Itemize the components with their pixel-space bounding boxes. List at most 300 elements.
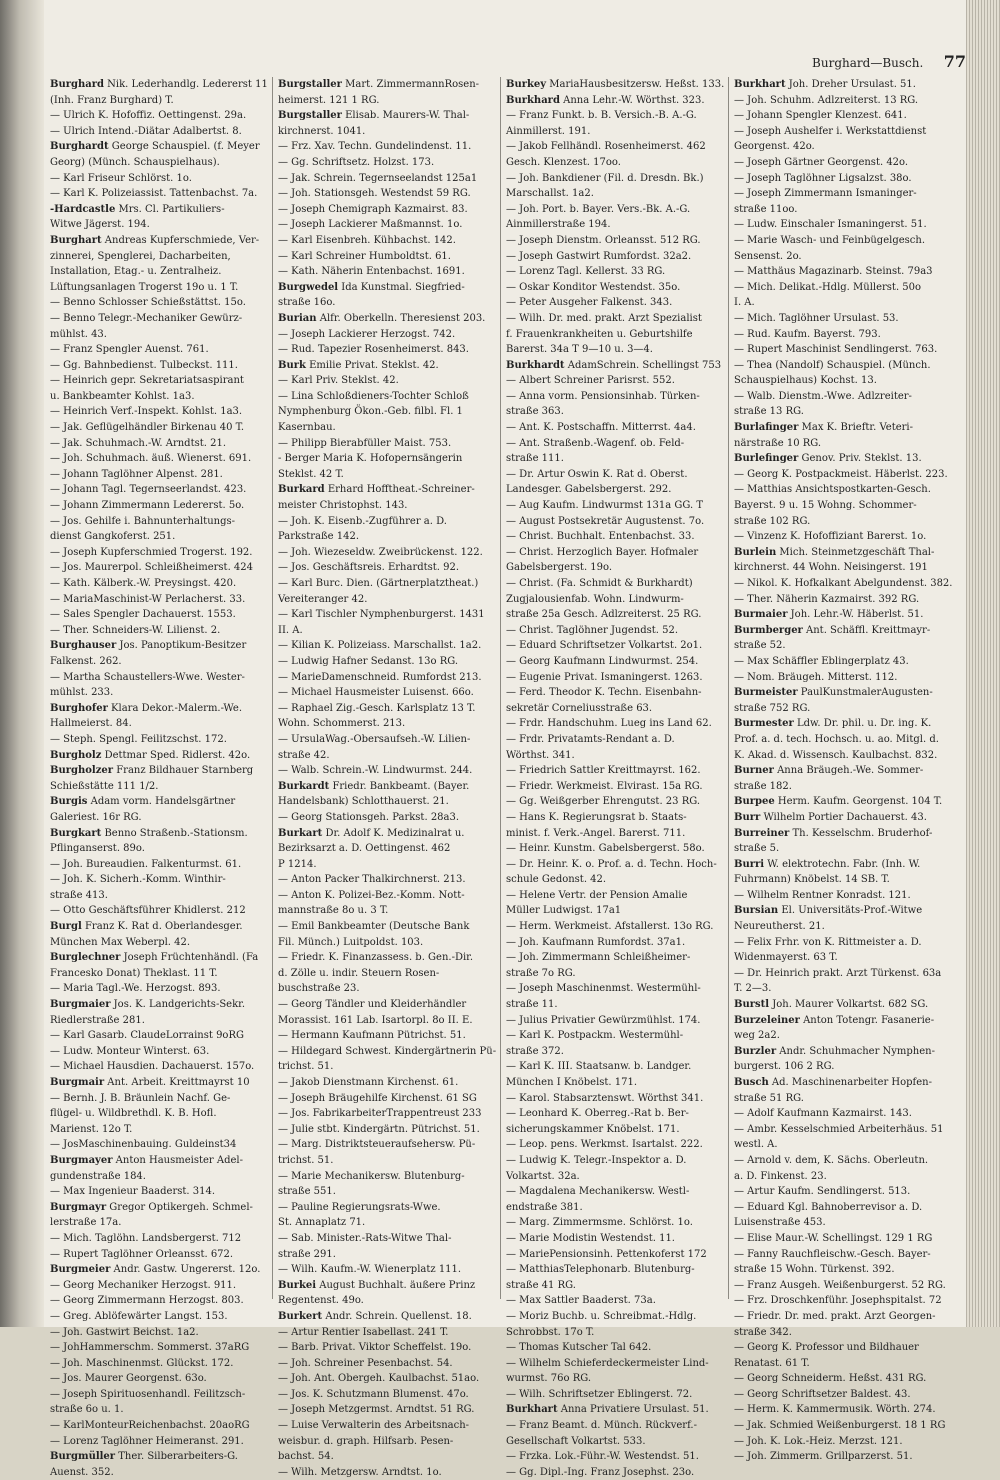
entry-text: — Joh. K. Sicherh.-Komm. Winthir- <box>50 874 226 886</box>
surname-heading: Burreiner <box>734 827 790 839</box>
directory-line <box>50 1387 268 1403</box>
directory-line <box>50 249 268 265</box>
directory-line <box>50 732 268 748</box>
entry-text: Vereiteranger 42. <box>278 593 368 605</box>
directory-line <box>734 77 952 93</box>
entry-text: — Rud. Kaufm. Bayerst. 793. <box>734 328 881 340</box>
entry-text: — Gg. Weißgerber Ehrengutst. 23 RG. <box>506 796 701 808</box>
directory-line <box>734 498 952 514</box>
directory-line <box>278 1200 496 1216</box>
entry-text: Andr. Schuhmacher Nymphen- <box>776 1045 935 1057</box>
header-name-range: Burghard—Busch. <box>812 56 924 70</box>
entry-text: — Joh. Gastwirt Beichst. 1a2. <box>50 1326 199 1338</box>
entry-text: — Franz Ausgeh. Weißenburgerst. 52 RG. <box>734 1279 946 1291</box>
directory-line <box>278 1153 496 1169</box>
entry-text: Genov. Priv. Steklst. 13. <box>798 453 922 465</box>
directory-line <box>734 763 952 779</box>
entry-text: Francesko Donat) Theklast. 11 T. <box>50 967 218 979</box>
directory-line <box>506 1309 724 1325</box>
directory-line <box>506 1153 724 1169</box>
entry-text: Handelsbank) Schlotthauerst. 21. <box>278 796 449 808</box>
entry-text: (Inh. Franz Burghard) T. <box>50 94 174 106</box>
entry-text: Andr. Gastw. Ungererst. 12o. <box>110 1264 261 1276</box>
entry-text: — Hans K. Regierungsrat b. Staats- <box>506 811 687 823</box>
entry-text: — Joh. K. Lok.-Heiz. Merzst. 121. <box>734 1435 903 1447</box>
entry-text: Joh. Dreher Ursulast. 51. <box>785 79 916 90</box>
directory-line <box>278 763 496 779</box>
directory-line <box>506 592 724 608</box>
entry-text: — Joseph Spirituosenhandl. Feilitzsch- <box>50 1388 246 1400</box>
entry-text: Installation, Etag.- u. Zentralheiz. <box>50 266 222 278</box>
entry-text: Dettmar Sped. Ridlerst. 42o. <box>101 749 251 761</box>
surname-heading: Burmeister <box>734 687 798 699</box>
entry-text: — Christ. Buchhalt. Entenbachst. 33. <box>506 531 695 543</box>
entry-text: Bayerst. 9 u. 15 Wohng. Schommer- <box>734 500 917 512</box>
directory-line <box>50 1247 268 1263</box>
entry-text: — Thomas Kutscher Tal 642. <box>506 1342 652 1354</box>
directory-line <box>278 420 496 436</box>
surname-heading: Burkert <box>278 1310 323 1322</box>
directory-line <box>50 514 268 530</box>
entry-text: straße 41 RG. <box>506 1279 576 1291</box>
surname-heading: Burgis <box>50 796 88 808</box>
entry-text: — Joseph Aushelfer i. Werkstattdienst <box>734 125 927 137</box>
entry-text: — Nikol. K. Hofkalkant Abelgundenst. 382. <box>734 578 953 589</box>
directory-line <box>50 997 268 1013</box>
entry-text: — MarieDamenschneid. Rumfordst 213. <box>278 671 482 683</box>
directory-line <box>50 498 268 514</box>
surname-heading: Burpee <box>734 796 775 808</box>
entry-text: — Joseph Taglöhner Ligsalzst. 38o. <box>734 172 912 184</box>
directory-line <box>506 1106 724 1122</box>
entry-text: — Julie stbt. Kindergärtn. Pütrichst. 51. <box>278 1123 480 1135</box>
directory-line <box>734 1153 952 1169</box>
entry-text: Marschallst. 1a2. <box>506 188 594 200</box>
entry-text: — Thea (Nandolf) Schauspiel. (Münch. <box>734 359 931 371</box>
directory-line <box>734 1293 952 1309</box>
entry-text: — Karl Eisenbreh. Kühbachst. 142. <box>278 234 456 246</box>
entry-text: Georgenst. 42o. <box>734 141 815 153</box>
directory-line <box>506 482 724 498</box>
directory-line <box>506 1059 724 1075</box>
entry-text: — Joseph Kupferschmied Trogerst. 192. <box>50 546 253 558</box>
directory-line <box>734 1278 952 1294</box>
column-2 <box>278 77 497 1478</box>
directory-line <box>278 139 496 155</box>
entry-text: — Sales Spengler Dachauerst. 1553. <box>50 609 236 621</box>
entry-text: — Eugenie Privat. Ismaningerst. 1263. <box>506 671 703 683</box>
surname-heading: Burri <box>734 858 765 870</box>
entry-text: — Ant. Straßenb.-Wagenf. ob. Feld- <box>506 437 685 449</box>
entry-text: Gabelsbergerst. 19o. <box>506 562 613 574</box>
directory-line <box>506 1044 724 1060</box>
entry-text: Fil. Münch.) Luitpoldst. 103. <box>278 936 424 948</box>
directory-line <box>278 950 496 966</box>
directory-line <box>734 467 952 483</box>
directory-line <box>50 1278 268 1294</box>
entry-text: — Frzka. Lok.-Führ.-W. Westendst. 51. <box>506 1451 699 1463</box>
entry-text: minist. f. Verk.-Angel. Barerst. 711. <box>506 827 686 839</box>
directory-line <box>506 420 724 436</box>
entry-text: — Karl Friseur Schlörst. 1o. <box>50 172 192 184</box>
directory-line <box>506 1262 724 1278</box>
entry-text: — Joseph Bräugehilfe Kirchenst. 61 SG <box>278 1092 477 1104</box>
directory-line <box>734 171 952 187</box>
surname-heading: Burghard <box>50 79 104 90</box>
entry-text: Mich. Steinmetzgeschäft Thal- <box>776 546 935 558</box>
directory-line <box>278 155 496 171</box>
entry-text: — Friedr. Dr. med. prakt. Arzt Georgen- <box>734 1310 936 1322</box>
surname-heading: Burzeleiner <box>734 1014 800 1026</box>
directory-line <box>506 1231 724 1247</box>
entry-text: Ad. Maschinenarbeiter Hopfen- <box>768 1077 932 1088</box>
entry-text: Franz K. Rat d. Oberlandesger. <box>81 921 243 933</box>
entry-text: dienst Gangkoferst. 251. <box>50 531 176 543</box>
surname-heading: Burkei <box>278 1279 317 1291</box>
directory-line <box>506 919 724 935</box>
directory-line <box>734 311 952 327</box>
directory-line <box>506 404 724 420</box>
directory-line <box>50 1231 268 1247</box>
directory-line <box>50 1418 268 1434</box>
entry-text: — Mich. Taglöhner Ursulast. 53. <box>734 312 899 324</box>
directory-line <box>50 919 268 935</box>
surname-heading: Burgmair <box>50 1077 105 1088</box>
directory-line <box>50 1075 268 1091</box>
directory-line <box>506 1013 724 1029</box>
directory-line <box>278 124 496 140</box>
directory-line <box>278 607 496 623</box>
directory-line <box>50 1465 268 1480</box>
surname-heading: Burmester <box>734 718 794 730</box>
column-divider <box>500 77 501 1299</box>
entry-text: Ant. Arbeit. Kreittmayrst 10 <box>104 1077 250 1088</box>
column-divider <box>728 77 729 1299</box>
entry-text: Luisenstraße 453. <box>734 1217 826 1229</box>
entry-text: — Dr. Heinrich prakt. Arzt Türkenst. 63a <box>734 967 942 979</box>
entry-text: — Max Ingenieur Baaderst. 314. <box>50 1186 216 1198</box>
directory-line <box>506 623 724 639</box>
directory-line <box>50 327 268 343</box>
directory-line <box>734 217 952 233</box>
entry-text: sicherungskammer Knöbelst. 171. <box>506 1123 680 1135</box>
directory-line <box>278 1075 496 1091</box>
surname-heading: Burghart <box>50 234 102 246</box>
directory-line <box>278 685 496 701</box>
directory-line <box>278 1262 496 1278</box>
directory-line <box>506 1075 724 1091</box>
directory-line <box>278 560 496 576</box>
surname-heading: Burgholz <box>50 749 102 761</box>
entry-text: — Leonhard K. Oberreg.-Rat b. Ber- <box>506 1108 689 1120</box>
entry-text: — Johann Taglöhner Alpenst. 281. <box>50 468 223 480</box>
entry-text: — Mich. Delikat.-Hdlg. Müllerst. 50o <box>734 281 922 293</box>
directory-line <box>278 233 496 249</box>
directory-line <box>50 482 268 498</box>
directory-line <box>734 576 952 592</box>
directory-line <box>734 981 952 997</box>
directory-line <box>278 1013 496 1029</box>
directory-line <box>734 264 952 280</box>
directory-line <box>50 467 268 483</box>
entry-text: trichst. 51. <box>278 1154 334 1166</box>
entry-text: — Max Schäffler Eblingerplatz 43. <box>734 655 909 667</box>
entry-text: — Heinrich Verf.-Inspekt. Kohlst. 1a3. <box>50 406 243 418</box>
entry-text: — Georg Schneiderm. Heßst. 431 RG. <box>734 1373 927 1385</box>
entry-text: P 1214. <box>278 858 317 870</box>
entry-text: — Joseph Chemigraph Kazmairst. 83. <box>278 203 468 215</box>
directory-line <box>734 295 952 311</box>
directory-line <box>278 794 496 810</box>
entry-text: — Karl K. Polizeiassist. Tattenbachst. 7a. <box>50 188 258 200</box>
entry-text: straße 342. <box>734 1326 792 1338</box>
surname-heading: -Hardcastle <box>50 203 116 215</box>
entry-text: — Wilh. Kaufm.-W. Wienerplatz 111. <box>278 1264 462 1276</box>
directory-line <box>506 295 724 311</box>
entry-text: — Philipp Bierabfüller Maist. 753. <box>278 437 452 449</box>
entry-text: — Kath. Kälberk.-W. Preysingst. 420. <box>50 578 237 589</box>
directory-line <box>506 451 724 467</box>
directory-line <box>734 1325 952 1341</box>
entry-text: — Wilh. Schriftsetzer Eblingerst. 72. <box>506 1388 693 1400</box>
entry-text: — Georg K. Professor und Bildhauer <box>734 1342 919 1354</box>
entry-text: — Joh. Zimmerm. Grillparzerst. 51. <box>734 1451 913 1463</box>
entry-text: — Jakob Fellhändl. Rosenheimerst. 462 <box>506 141 706 153</box>
directory-line <box>506 1215 724 1231</box>
entry-text: August Buchhalt. äußere Prinz <box>316 1279 476 1291</box>
directory-line <box>506 327 724 343</box>
entry-text: — Georg Tändler und Kleiderhändler <box>278 999 467 1011</box>
entry-text: — Jak. Schuhmach.-W. Arndtst. 21. <box>50 437 226 449</box>
surname-heading: Burgkart <box>50 827 102 839</box>
entry-text: — Pauline Regierungsrats-Wwe. <box>278 1201 441 1213</box>
directory-line <box>278 1184 496 1200</box>
directory-line <box>278 482 496 498</box>
entry-text: f. Frauenkrankheiten u. Geburtshilfe <box>506 328 693 340</box>
directory-line <box>50 1293 268 1309</box>
directory-line <box>506 763 724 779</box>
surname-heading: Burkard <box>278 484 325 496</box>
directory-line <box>734 1059 952 1075</box>
entry-text: sekretär Corneliusstraße 63. <box>506 702 653 714</box>
directory-line <box>734 186 952 202</box>
directory-line <box>734 108 952 124</box>
directory-line <box>734 872 952 888</box>
directory-line <box>278 1325 496 1341</box>
directory-line <box>506 311 724 327</box>
surname-heading: Burkart <box>278 827 323 839</box>
entry-text: Ainmillerst. 191. <box>506 125 591 137</box>
entry-text: T. 2—3. <box>734 983 772 995</box>
entry-text: — Karl Schreiner Humboldtst. 61. <box>278 250 451 262</box>
surname-heading: Burkhard <box>506 94 560 106</box>
entry-text: — Ludw. Einschaler Ismaningerst. 51. <box>734 219 927 231</box>
entry-text: — Barb. Privat. Viktor Scheffelst. 19o. <box>278 1342 472 1354</box>
entry-text: — Eduard Kgl. Bahnoberrevisor a. D. <box>734 1201 923 1213</box>
entry-text: — Gg. Schriftsetz. Holzst. 173. <box>278 156 435 168</box>
directory-line <box>734 436 952 452</box>
entry-text: straße 52. <box>734 640 786 652</box>
directory-line <box>50 779 268 795</box>
directory-line <box>734 950 952 966</box>
entry-text: Pflinganserst. 89o. <box>50 843 145 855</box>
directory-line <box>506 498 724 514</box>
directory-line <box>278 888 496 904</box>
entry-text: lerstraße 17a. <box>50 1217 122 1229</box>
directory-line <box>50 1122 268 1138</box>
directory-line <box>50 420 268 436</box>
entry-text: — Ulrich K. Hofoffiz. Oettingenst. 29a. <box>50 110 247 122</box>
entry-text: — Herm. K. Kammermusik. Wörth. 274. <box>734 1404 936 1416</box>
entry-text: Marienst. 12o T. <box>50 1123 133 1135</box>
surname-heading: Burgmaier <box>50 999 111 1011</box>
directory-line <box>50 857 268 873</box>
directory-line <box>734 1340 952 1356</box>
entry-text: — Rupert Taglöhner Orleansst. 672. <box>50 1248 234 1260</box>
entry-text: — Wilh. Metzgersw. Arndtst. 1o. <box>278 1466 442 1478</box>
entry-text: Benno Straßenb.-Stationsm. <box>101 827 248 839</box>
entry-text: Lüftungsanlagen Trogerst 19o u. 1 T. <box>50 281 239 293</box>
entry-text: — Adolf Kaufmann Kazmairst. 143. <box>734 1108 912 1120</box>
directory-line <box>734 124 952 140</box>
entry-text: — Anton Packer Thalkirchnerst. 213. <box>278 874 466 886</box>
directory-line <box>50 217 268 233</box>
directory-line <box>50 966 268 982</box>
entry-text: Th. Kesselschm. Bruderhof- <box>789 827 933 839</box>
directory-line <box>506 1122 724 1138</box>
directory-line <box>278 1465 496 1480</box>
surname-heading: Burstl <box>734 999 770 1011</box>
directory-line <box>506 1325 724 1341</box>
entry-text: Franz Bildhauer Starnberg <box>113 765 254 777</box>
entry-text: — Benno Schlosser Schießstättst. 15o. <box>50 297 246 309</box>
entry-text: Renatast. 61 T. <box>734 1357 810 1369</box>
directory-line <box>734 701 952 717</box>
directory-line <box>50 654 268 670</box>
entry-text: straße 25a Gesch. Adlzreiterst. 25 RG. <box>506 609 702 621</box>
directory-line <box>278 966 496 982</box>
entry-text: — Marie Wasch- und Feinbügelgesch. <box>734 234 925 246</box>
directory-line <box>506 233 724 249</box>
directory-line <box>278 1215 496 1231</box>
directory-line <box>278 404 496 420</box>
directory-line <box>734 638 952 654</box>
directory-line <box>50 295 268 311</box>
directory-line <box>278 1247 496 1263</box>
directory-line <box>278 202 496 218</box>
entry-text: — Gg. Bahnbedienst. Tulbeckst. 111. <box>50 359 238 371</box>
directory-line <box>278 716 496 732</box>
directory-line <box>50 202 268 218</box>
directory-line <box>734 935 952 951</box>
entry-text: — Gg. Dipl.-Ing. Franz Josephst. 23o. <box>506 1466 695 1478</box>
column-3 <box>506 77 725 1478</box>
directory-line <box>506 280 724 296</box>
directory-line <box>734 233 952 249</box>
directory-line <box>734 1402 952 1418</box>
entry-text: Auenst. 352. <box>50 1466 114 1478</box>
directory-line <box>50 685 268 701</box>
directory-line <box>50 529 268 545</box>
surname-heading: Burr <box>734 811 761 823</box>
directory-line <box>506 670 724 686</box>
directory-line <box>50 763 268 779</box>
entry-text: — Karl K. III. Staatsanw. b. Landger. <box>506 1061 692 1073</box>
directory-line <box>50 1153 268 1169</box>
directory-line <box>734 1371 952 1387</box>
entry-text: — Greg. Ablöfewärter Langst. 153. <box>50 1310 228 1322</box>
entry-text: Gregor Optikergeh. Schmel- <box>106 1201 253 1213</box>
directory-line <box>506 545 724 561</box>
directory-line <box>278 638 496 654</box>
entry-text: Gesellschaft Volkartst. 533. <box>506 1435 646 1447</box>
surname-heading: Busch <box>734 1077 769 1088</box>
directory-line <box>734 1356 952 1372</box>
entry-text: Sensenst. 2o. <box>734 250 802 262</box>
directory-line <box>506 1293 724 1309</box>
entry-text: — Hermann Kaufmann Pütrichst. 51. <box>278 1030 466 1042</box>
directory-line <box>50 794 268 810</box>
entry-text: I. A. <box>734 297 755 309</box>
entry-text: — Jos. Maurer Georgenst. 63o. <box>50 1373 207 1385</box>
directory-line <box>506 888 724 904</box>
directory-line <box>50 592 268 608</box>
entry-text: — Wilh. Dr. med. prakt. Arzt Spezialist <box>506 312 702 324</box>
entry-text: — Franz Beamt. d. Münch. Rückverf.- <box>506 1420 697 1432</box>
directory-line <box>506 1184 724 1200</box>
directory-line <box>734 1387 952 1403</box>
directory-line <box>50 560 268 576</box>
entry-text: — Jakob Dienstmann Kirchenst. 61. <box>278 1077 459 1088</box>
directory-line <box>278 1169 496 1185</box>
directory-line <box>506 77 724 93</box>
directory-line <box>734 919 952 935</box>
entry-text: — Joh. Bankdiener (Fil. d. Dresdn. Bk.) <box>506 172 704 184</box>
directory-line <box>506 966 724 982</box>
directory-line <box>734 826 952 842</box>
directory-line <box>506 950 724 966</box>
entry-text: — KarlMonteurReichenbachst. 20aoRG <box>50 1420 250 1432</box>
entry-text: — Herm. Werkmeist. Afstallerst. 13o RG. <box>506 921 714 933</box>
directory-line <box>734 1091 952 1107</box>
directory-line <box>50 124 268 140</box>
directory-line <box>278 981 496 997</box>
entry-text: weg 2a2. <box>734 1030 780 1042</box>
directory-line <box>278 1231 496 1247</box>
directory-line <box>278 171 496 187</box>
directory-line <box>278 997 496 1013</box>
entry-text: straße 413. <box>50 889 108 901</box>
entry-text: mühlst. 233. <box>50 687 114 699</box>
directory-line <box>50 826 268 842</box>
directory-line <box>734 545 952 561</box>
entry-text: — Matthäus Magazinarb. Steinst. 79a3 <box>734 266 933 278</box>
directory-line <box>50 358 268 374</box>
entry-text: straße 13 RG. <box>734 406 804 418</box>
directory-line <box>278 311 496 327</box>
entry-text: George Schauspiel. (f. Meyer <box>108 141 260 153</box>
directory-line <box>50 841 268 857</box>
entry-text: straße 7o RG. <box>506 967 576 979</box>
entry-text: — Aug Kaufm. Lindwurmst 131a GG. T <box>506 500 703 512</box>
entry-text: — Dr. Artur Oswin K. Rat d. Oberst. <box>506 468 688 480</box>
entry-text: Ida Kunstmal. Siegfried- <box>338 281 465 293</box>
entry-text: schule Gedonst. 42. <box>506 874 607 886</box>
entry-text: Galeriest. 16r RG. <box>50 811 142 823</box>
entry-text: d. Zölle u. indir. Steuern Rosen- <box>278 967 440 979</box>
entry-text: — Otto Geschäftsführer Khidlerst. 212 <box>50 905 246 917</box>
directory-line <box>506 514 724 530</box>
